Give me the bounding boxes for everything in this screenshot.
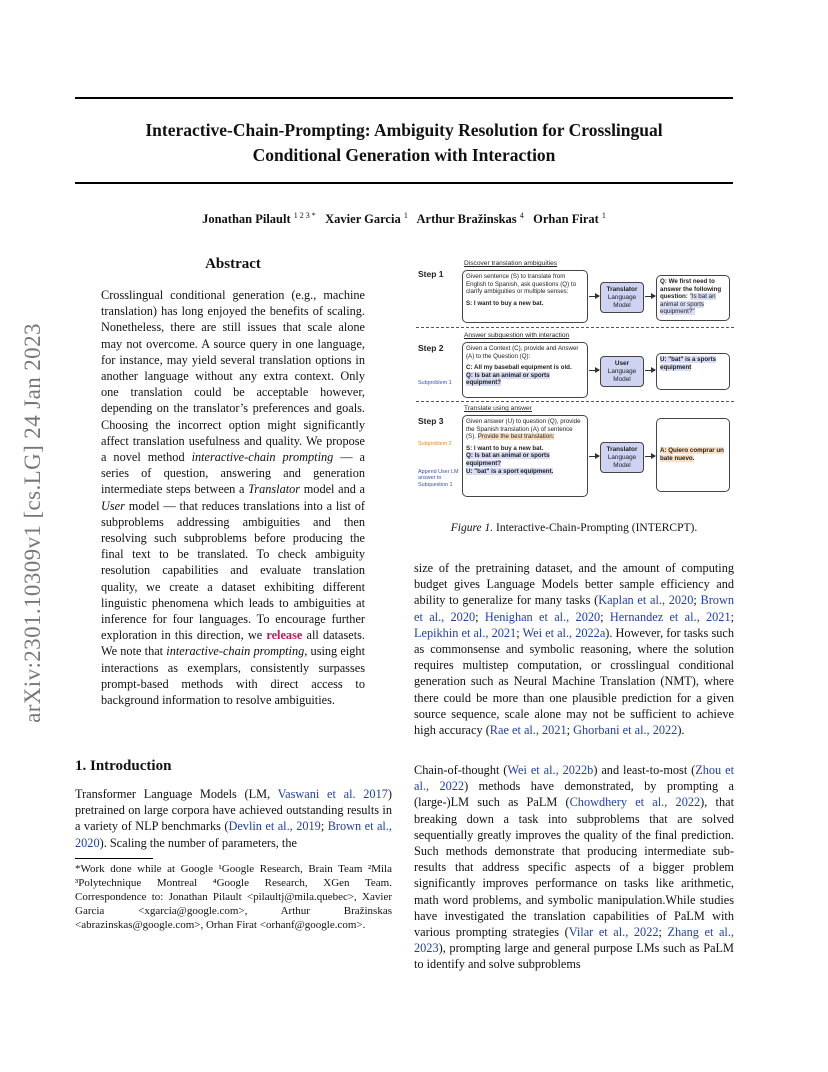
body-text: ; <box>566 723 574 738</box>
citation-link[interactable]: Vaswani et al. 2017 <box>277 787 388 801</box>
step3-label: Step 3 <box>418 416 444 426</box>
subproblem1-label: Subproblem 1 <box>418 380 452 386</box>
arrow-icon <box>645 370 655 371</box>
title-bottom-rule <box>75 182 733 184</box>
arxiv-id: arXiv:2301.10309v1 [cs.LG] 24 Jan 2023 <box>20 323 45 723</box>
body-text: Transformer Language Models (LM, <box>75 787 278 801</box>
model-name: User <box>614 360 630 367</box>
model-subtitle: Language Model <box>607 454 637 469</box>
append-user-label: Append User LM answer to Subquestion 1 <box>418 469 459 488</box>
step1-label: Step 1 <box>418 269 444 279</box>
step2-prompt-box <box>462 342 588 398</box>
paper-title <box>75 118 733 168</box>
body-text: ), prompting large and general purpose LMs such as PaLM to identify and solve subproblems <box>414 941 734 972</box>
prompt-user-answer: U: "bat" is a sport equipment. <box>466 467 554 475</box>
citation-link[interactable]: Ghorbani et al., 2022 <box>573 723 678 738</box>
prompt-sentence: S: I want to buy a new bat. <box>466 444 544 452</box>
body-text: ). However, for tasks such as commonsense and symbolic reasoning, where the solution requires multistep computation, or crosslingual conditional generation such as Neural Machine Translation (NMT), where there could be more than one plausible prediction for a given source sequence, scale alone may not be sufficient to achieve high accuracy ( <box>414 625 734 738</box>
step3-output-box <box>656 418 730 492</box>
citation-link[interactable]: Rae et al., 2021 <box>489 723 567 738</box>
citation-link[interactable]: Zhou et al., 2022 <box>414 763 735 794</box>
arrow-icon <box>645 296 655 297</box>
body-text: ). <box>677 723 685 738</box>
citation-link[interactable]: Kaplan et al., 2020 <box>598 593 694 608</box>
step-divider <box>416 401 734 402</box>
abstract-heading: Abstract <box>205 256 261 272</box>
body-text: Chain-of-thought ( <box>414 763 508 777</box>
abstract-emphasis: interactive-chain prompting <box>191 450 334 465</box>
body-text: ; <box>658 925 668 940</box>
body-text: ; <box>475 609 485 624</box>
prompt-sentence: S: I want to buy a new bat. <box>466 299 544 307</box>
author-name: Orhan Firat <box>533 212 599 227</box>
translator-model-box <box>600 282 644 313</box>
model-name: Translator <box>606 286 638 293</box>
prompt-question: Q: Is bat an animal or sports equipment? <box>466 452 550 467</box>
output-text: U: "bat" is a sports equipment <box>660 356 717 371</box>
model-subtitle: Language Model <box>607 368 637 383</box>
prompt-text: Given sentence (S) to translate from English to Spanish, ask questions (Q) to clarify ambiguities or multiple senses: <box>466 273 577 296</box>
title-line-2: Conditional Generation with Interaction <box>252 145 556 165</box>
citation-link[interactable]: Zhang et al., 2023 <box>414 925 734 956</box>
author-affil: 1 <box>601 211 606 220</box>
figure-caption <box>414 522 734 534</box>
author-list <box>75 211 733 227</box>
prompt-text: Given a Context (C), provide and Answer (A) to the Question (Q): <box>466 345 579 360</box>
abstract-text: , using eight interactions as exemplars, consistently surpasses prompt-based methods with direct access to background information to resolve ambiguities. <box>101 644 365 708</box>
caption-text: Interactive-Chain-Prompting (INTERCPT). <box>493 522 698 534</box>
footnote: *Work done while at Google ¹Google Research, Brain Team ²Mila ³Polytechnique Montreal ⁴Google Research, XGen Team. Correspondence to: Jonathan Pilault <pilaultj@mila.quebec>, Xavier Garcia <xgarcia@google.com>, Arthur Bražinskas <abrazinskas@google.com>, Orhan Firat <orhanf@google.com>. <box>75 863 392 931</box>
output-translation: A: Quiero comprar un bate nuevo. <box>660 447 724 462</box>
model-name: Translator <box>606 446 638 453</box>
top-rule <box>75 97 733 99</box>
body-text: ). Scaling the number of parameters, the <box>99 835 297 850</box>
body-text: ; <box>320 819 328 834</box>
prompt-highlight: Provide the best translation: <box>477 433 555 441</box>
step1-prompt-box <box>462 270 588 323</box>
step2-label: Step 2 <box>418 343 444 353</box>
abstract-text: model — that reduces translations into a list of subproblems addressing ambiguities and then resolving such subproblems before producing the final text to be translated. To check ambiguity resolution capabilities and evaluate translation quality, we create a dataset exhibiting different linguistic phenomena which leads to ambiguities at inference for four languages. To encourage further exploration in this direction, we <box>101 498 365 643</box>
intro-paragraph-left <box>75 786 392 851</box>
author-name: Arthur Bražinskas <box>416 212 517 227</box>
citation-link[interactable]: Brown et al., 2020 <box>75 819 393 850</box>
translator-model-box <box>600 442 644 473</box>
step2-output-box <box>656 353 730 390</box>
body-text: ; <box>693 593 701 608</box>
citation-link[interactable]: Hernandez et al., 2021 <box>609 609 731 624</box>
abstract-emphasis: Translator <box>248 482 301 497</box>
prompt-context: C: All my baseball equipment is old. <box>466 364 572 372</box>
citation-link[interactable]: Vilar et al., 2022 <box>568 925 659 940</box>
output-question: "Is bat an animal or sports equipment?" <box>660 293 716 316</box>
arxiv-stamp <box>19 288 47 758</box>
body-text: size of the pretraining dataset, and the amount of computing budget gives Language Models better sample efficiency and ability to generalize for many tasks ( <box>414 561 734 608</box>
abstract-text: model and a <box>300 482 366 497</box>
step3-header: Translate using answer <box>464 405 532 412</box>
body-text: ; <box>730 609 735 624</box>
citation-link[interactable]: Wei et al., 2022a <box>522 625 606 640</box>
body-text: ) and least-to-most ( <box>593 763 696 777</box>
intro-paragraph-right-1 <box>414 560 734 738</box>
intro-heading: 1. Introduction <box>75 758 172 774</box>
abstract-body <box>101 287 365 708</box>
caption-label: Figure 1. <box>450 522 494 534</box>
prompt-question: Q: Is bat an animal or sports equipment? <box>466 371 550 387</box>
citation-link[interactable]: Chowdhery et al., 2022 <box>569 795 701 810</box>
abstract-emphasis: User <box>101 498 125 513</box>
citation-link[interactable]: Lepikhin et al., 2021 <box>414 625 517 640</box>
prompt-text: Given answer (U) to question (Q), provide the Spanish translation (A) of sentence (S). <box>466 418 581 441</box>
arrow-icon <box>589 370 599 371</box>
author-affil: 1 <box>403 211 408 220</box>
abstract-emphasis: interactive-chain prompting <box>166 644 305 659</box>
release-link[interactable]: release <box>266 628 303 643</box>
arrow-icon <box>589 296 599 297</box>
step-divider <box>416 327 734 328</box>
citation-link[interactable]: Devlin et al., 2019 <box>228 819 321 834</box>
abstract-text: — a series of question, answering and generation intermediate steps between a <box>101 450 365 497</box>
arrow-icon <box>589 456 599 457</box>
citation-link[interactable]: Brown et al., 2020 <box>414 593 734 624</box>
model-subtitle: Language Model <box>607 294 637 309</box>
author-affil: 1 2 3 * <box>293 211 316 220</box>
citation-link[interactable]: Wei et al., 2022b <box>507 763 594 777</box>
abstract-text: all datasets. We note that <box>101 628 365 659</box>
body-text: ) pretrained on large corpora have achieved outstanding results in a variety of NLP benchmarks ( <box>75 787 392 834</box>
subproblem2-label: Subproblem 2 <box>418 441 452 447</box>
figure-1 <box>414 258 734 500</box>
user-model-box <box>600 356 644 387</box>
abstract-text: Crosslingual conditional generation (e.g., machine translation) has long enjoyed the benefits of scaling. Nonetheless, there are still issues that scale alone may not overcome. A source query in one language, for instance, may yield several translation options in another language without any extra context. Only one translation could be acceptable however, depending on the translator’s preferences and goals. Choosing the incorrect option might significantly affect translation usefulness and quality. We propose a novel method <box>101 288 365 465</box>
footnote-rule <box>75 858 153 859</box>
body-text: ), that breaking down a task into subproblems that are solved sequentially greatly improves the quality of the final prediction. Such methods demonstrate that producing intermediate sub-results that address specific aspects of a bigger problem significantly improves performance on tasks like arithmetic, math word problems, and symbolic manipulation.While studies have investigated the translation capabilities of PaLM with various prompting strategies ( <box>414 795 734 940</box>
author-affil: 4 <box>519 211 524 220</box>
output-text: Q: We first need to answer the following question: <box>660 278 722 301</box>
body-text: ) methods have demonstrated, by prompting a (large-)LM such as PaLM ( <box>414 779 734 810</box>
arrow-icon <box>645 456 655 457</box>
author-name: Jonathan Pilault <box>202 212 291 227</box>
citation-link[interactable]: Henighan et al., 2020 <box>484 609 601 624</box>
step3-prompt-box <box>462 415 588 497</box>
step2-header: Answer subquestion with interaction <box>464 332 570 339</box>
step1-output-box <box>656 275 730 321</box>
title-line-1: Interactive-Chain-Prompting: Ambiguity Resolution for Crosslingual <box>145 120 663 140</box>
body-text: ; <box>516 625 523 640</box>
step1-header: Discover translation ambiguities <box>464 260 558 267</box>
intro-paragraph-right-2 <box>414 762 734 973</box>
author-name: Xavier Garcia <box>325 212 401 227</box>
body-text: ; <box>600 609 610 624</box>
